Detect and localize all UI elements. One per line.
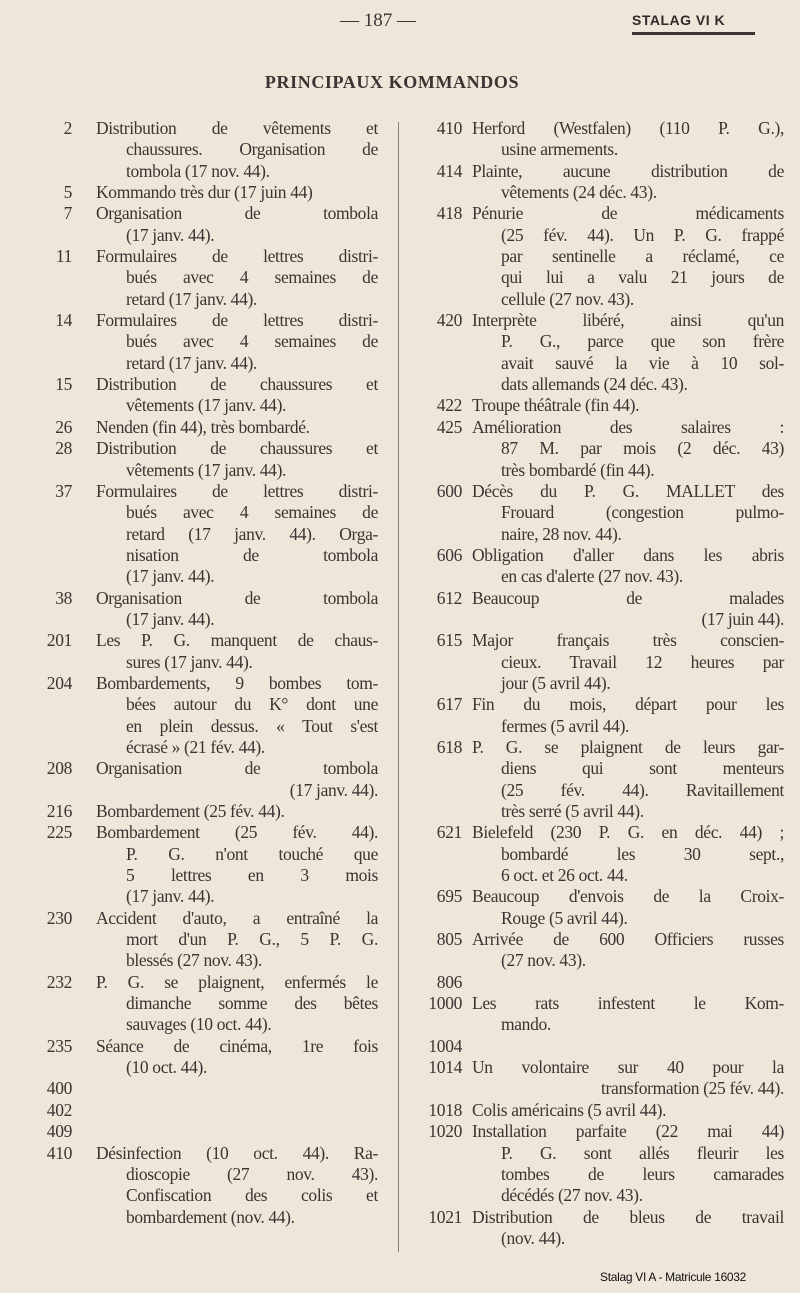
kommando-entry <box>404 886 794 929</box>
kommando-entry <box>0 1100 390 1121</box>
entry-text-line: vêtements (17 janv. 44). <box>126 395 287 416</box>
kommando-number: 201 <box>46 630 72 651</box>
kommando-number: 695 <box>436 886 462 907</box>
entry-text-line: Bielefeld (230 P. G. en déc. 44) ; <box>472 822 784 843</box>
kommando-entry <box>0 972 390 1036</box>
entry-text-line <box>96 1100 378 1121</box>
kommando-entry <box>404 481 794 545</box>
entry-text-line: 87 M. par mois (2 déc. 43) <box>501 438 784 459</box>
entry-text-line: Plainte, aucune distribution de <box>472 160 784 181</box>
entry-text-line: retard (17 janv. 44). Orga- <box>126 523 378 544</box>
entry-text-line: (17 juin 44). <box>701 608 784 629</box>
kommando-entry <box>0 481 390 588</box>
entry-text-line: Un volontaire sur 40 pour la <box>472 1057 784 1078</box>
entry-text-line: Fin du mois, départ pour les <box>472 694 784 715</box>
entry-text-line: Bombardements, 9 bombes tom- <box>96 672 378 693</box>
entry-text-line: fermes (5 avril 44). <box>501 715 630 736</box>
entry-text-line: Les P. G. manquent de chaus- <box>96 630 378 651</box>
kommando-number: 402 <box>46 1099 72 1120</box>
entry-text-line: dimanche somme des bêtes <box>126 993 378 1014</box>
right-column <box>404 118 794 1249</box>
kommando-entry <box>404 993 794 1036</box>
entry-text-line: P. G., parce que son frère <box>501 331 784 352</box>
entry-text-line: 6 oct. et 26 oct. 44. <box>501 865 628 886</box>
entry-text-line <box>472 1036 784 1057</box>
kommando-number: 1020 <box>428 1121 462 1142</box>
kommando-number: 414 <box>436 160 462 181</box>
entry-text-line: décédés (27 nov. 43). <box>501 1185 643 1206</box>
kommando-number: 1000 <box>428 993 462 1014</box>
entry-text-line: cieux. Travail 12 heures par <box>501 651 784 672</box>
entry-text-line: vêtements (24 déc. 43). <box>501 182 657 203</box>
footer-credit: Stalag VI A - Matricule 16032 <box>600 1270 747 1284</box>
kommando-number: 38 <box>55 587 72 608</box>
entry-text-line: très serré (5 avril 44). <box>501 801 644 821</box>
kommando-entry <box>0 630 390 673</box>
entry-text-line: Bombardement (25 fév. 44). <box>96 822 378 843</box>
entry-text-line: bués avec 4 semaines de <box>126 267 378 288</box>
entry-text-line: transformation (25 fév. 44). <box>601 1078 784 1099</box>
column-divider <box>398 122 399 1252</box>
entry-text-line: (25 fév. 44). Ravitaillement <box>501 779 784 800</box>
kommando-number: 7 <box>63 203 72 224</box>
entry-text-line: Distribution de bleus de travail <box>472 1206 784 1227</box>
running-head: STALAG VI K <box>632 12 726 28</box>
kommando-entry <box>404 1100 794 1121</box>
entry-text-line: Organisation de tombola <box>96 203 378 224</box>
kommando-entry <box>404 118 794 161</box>
kommando-number: 26 <box>55 416 72 437</box>
entry-text-line: bombardé les 30 sept., <box>501 843 784 864</box>
kommando-number: 15 <box>55 374 72 395</box>
kommando-number: 600 <box>436 480 462 501</box>
kommando-number: 409 <box>46 1121 72 1142</box>
kommando-entry <box>0 310 390 374</box>
kommando-entry <box>0 438 390 481</box>
entry-text-line: Herford (Westfalen) (110 P. G.), <box>472 118 784 138</box>
kommando-number: 1004 <box>428 1035 462 1056</box>
entry-text-line: Major français très conscien- <box>472 630 784 651</box>
entry-text-line: dioscopie (27 nov. 43). <box>126 1163 378 1184</box>
kommando-number: 208 <box>46 758 72 779</box>
entry-text-line: usine armements. <box>501 139 618 160</box>
kommando-entry <box>0 1143 390 1228</box>
kommando-entry <box>0 1036 390 1079</box>
entry-text-line: P. G. n'ont touché que <box>126 843 378 864</box>
entry-text-line: Amélioration des salaires : <box>472 416 784 437</box>
page-title <box>0 72 800 93</box>
kommando-number: 230 <box>46 907 72 928</box>
entry-text-line: Nenden (fin 44), très bombardé. <box>96 416 310 437</box>
entry-text-line: Obligation d'aller dans les abris <box>472 544 784 565</box>
entry-text-line: (17 janv. 44). <box>289 779 378 800</box>
kommando-number: 400 <box>46 1078 72 1099</box>
kommando-entry <box>404 1121 794 1206</box>
entry-text-line: Interprète libéré, ainsi qu'un <box>472 310 784 331</box>
entry-text-line: Troupe théâtrale (fin 44). <box>472 395 640 416</box>
kommando-number: 621 <box>436 822 462 843</box>
kommando-number: 225 <box>46 822 72 843</box>
entry-text-line: mando. <box>501 1014 551 1035</box>
entry-text-line: Beaucoup d'envois de la Croix- <box>472 886 784 907</box>
kommando-number: 805 <box>436 929 462 950</box>
kommando-entry <box>0 673 390 758</box>
entry-text-line <box>472 972 784 993</box>
entry-text-line: P. G. se plaignent de leurs gar- <box>472 736 784 757</box>
entry-text-line: nisation de tombola <box>126 544 378 565</box>
kommando-entry <box>404 1057 794 1100</box>
entry-text-line: retard (17 janv. 44). <box>126 352 257 373</box>
kommando-entry <box>404 972 794 993</box>
kommando-entry <box>0 417 390 438</box>
entry-text-line: Accident d'auto, a entraîné la <box>96 907 378 928</box>
entry-text-line: Désinfection (10 oct. 44). Ra- <box>96 1142 378 1163</box>
kommando-entry <box>404 630 794 694</box>
left-column <box>0 118 390 1228</box>
kommando-entry <box>0 203 390 246</box>
entry-text-line: retard (17 janv. 44). <box>126 288 257 309</box>
entry-text-line: cellule (27 nov. 43). <box>501 288 634 309</box>
entry-text-line: Pénurie de médicaments <box>472 203 784 224</box>
entry-text-line: par sentinelle a réclamé, ce <box>501 246 784 267</box>
entry-text-line: Bombardement (25 fév. 44). <box>96 801 285 821</box>
page-title-text: PRINCIPAUX KOMMANDOS <box>264 72 520 92</box>
kommando-entry <box>404 1207 794 1250</box>
kommando-number: 1021 <box>428 1206 462 1227</box>
entry-text-line: jour (5 avril 44). <box>501 672 611 693</box>
entry-text-line: (17 janv. 44). <box>126 566 215 587</box>
entry-text-line: P. G. sont allés fleurir les <box>501 1142 784 1163</box>
kommando-number: 235 <box>46 1035 72 1056</box>
kommando-number: 410 <box>46 1142 72 1163</box>
kommando-number: 216 <box>46 801 72 821</box>
kommando-number: 418 <box>436 203 462 224</box>
entry-text-line: Rouge (5 avril 44). <box>501 907 628 928</box>
entry-text-line: Frouard (congestion pulmo- <box>501 502 784 523</box>
kommando-number: 606 <box>436 544 462 565</box>
kommando-number: 204 <box>46 672 72 693</box>
entry-text-line: Séance de cinéma, 1re fois <box>96 1035 378 1056</box>
entry-text-line: Confiscation des colis et <box>126 1185 378 1206</box>
entry-text-line: Formulaires de lettres distri- <box>96 480 378 501</box>
entry-text-line: (27 nov. 43). <box>501 950 586 971</box>
kommando-entry <box>404 588 794 631</box>
kommando-number: 1014 <box>428 1057 462 1078</box>
entry-text-line: avait sauvé la vie à 10 sol- <box>501 352 784 373</box>
kommando-entry <box>0 588 390 631</box>
kommando-number: 420 <box>436 310 462 331</box>
entry-text-line: chaussures. Organisation de <box>126 139 378 160</box>
entry-text-line: (17 janv. 44). <box>126 886 215 907</box>
entry-text-line: tombola (17 nov. 44). <box>126 160 270 181</box>
entry-text-line: blessés (27 nov. 43). <box>126 950 262 971</box>
entry-text-line: Distribution de vêtements et <box>96 118 378 138</box>
kommando-number: 11 <box>55 246 72 267</box>
entry-text-line: (17 janv. 44). <box>126 608 215 629</box>
kommando-entry <box>0 182 390 203</box>
entry-text-line: bées autour du K° dont une <box>126 694 378 715</box>
kommando-entry <box>0 118 390 182</box>
kommando-entry <box>404 161 794 204</box>
kommando-entry <box>404 310 794 395</box>
entry-text-line: qui lui a valu 21 jours de <box>501 267 784 288</box>
kommando-entry <box>404 694 794 737</box>
entry-text-line: (10 oct. 44). <box>126 1057 207 1078</box>
kommando-entry <box>0 374 390 417</box>
entry-text-line: Kommando très dur (17 juin 44) <box>96 182 313 203</box>
kommando-number: 615 <box>436 630 462 651</box>
entry-text-line: Arrivée de 600 Officiers russes <box>472 929 784 950</box>
entry-text-line: tombes de leurs camarades <box>501 1163 784 1184</box>
entry-text-line: en plein dessus. « Tout s'est <box>126 715 378 736</box>
kommando-entry <box>404 1036 794 1057</box>
kommando-number: 806 <box>436 971 462 992</box>
entry-text-line: Organisation de tombola <box>96 587 378 608</box>
entry-text-line: écrasé » (21 fév. 44). <box>126 736 265 757</box>
kommando-entry <box>0 1121 390 1142</box>
entry-text-line: sures (17 janv. 44). <box>126 651 253 672</box>
running-head-rule <box>632 32 755 35</box>
kommando-entry <box>404 545 794 588</box>
entry-text-line: en cas d'alerte (27 nov. 43). <box>501 566 683 587</box>
entry-text-line: 5 lettres en 3 mois <box>126 865 378 886</box>
kommando-entry <box>0 801 390 822</box>
kommando-entry <box>404 737 794 822</box>
kommando-entry <box>0 246 390 310</box>
entry-text-line: (25 fév. 44). Un P. G. frappé <box>501 224 784 245</box>
kommando-number: 410 <box>436 118 462 138</box>
entry-text-line: Beaucoup de malades <box>472 587 784 608</box>
entry-text-line: Organisation de tombola <box>96 758 378 779</box>
kommando-entry <box>404 395 794 416</box>
kommando-number: 612 <box>436 587 462 608</box>
entry-text-line: bués avec 4 semaines de <box>126 502 378 523</box>
entry-text-line: Installation parfaite (22 mai 44) <box>472 1121 784 1142</box>
entry-text-line: Distribution de chaussures et <box>96 374 378 395</box>
kommando-number: 2 <box>63 118 72 138</box>
entry-text-line: (17 janv. 44). <box>126 224 215 245</box>
entry-text-line: Décès du P. G. MALLET des <box>472 480 784 501</box>
entry-text-line: Distribution de chaussures et <box>96 438 378 459</box>
kommando-entry <box>0 822 390 907</box>
kommando-entry <box>0 758 390 801</box>
kommando-number: 422 <box>436 395 462 416</box>
kommando-number: 5 <box>63 182 72 203</box>
entry-text-line <box>96 1078 378 1099</box>
kommando-number: 617 <box>436 694 462 715</box>
page-number: — 187 — <box>340 10 416 31</box>
kommando-entry <box>404 822 794 886</box>
entry-text-line: bombardement (nov. 44). <box>126 1206 295 1227</box>
entry-text-line: Colis américains (5 avril 44). <box>472 1099 667 1120</box>
entry-text-line: dats allemands (24 déc. 43). <box>501 374 688 395</box>
entry-text-line: Formulaires de lettres distri- <box>96 246 378 267</box>
kommando-entry <box>0 1078 390 1099</box>
entry-text-line: naire, 28 nov. 44). <box>501 523 622 544</box>
entry-text-line: (nov. 44). <box>501 1227 565 1248</box>
entry-text-line: diens qui sont menteurs <box>501 758 784 779</box>
kommando-number: 425 <box>436 416 462 437</box>
kommando-number: 28 <box>55 438 72 459</box>
kommando-number: 14 <box>55 310 72 331</box>
kommando-number: 1018 <box>428 1099 462 1120</box>
kommando-number: 232 <box>46 971 72 992</box>
entry-text-line: P. G. se plaignent, enfermés le <box>96 971 378 992</box>
kommando-number: 618 <box>436 736 462 757</box>
entry-text-line: très bombardé (fin 44). <box>501 459 655 480</box>
kommando-entry <box>404 929 794 972</box>
entry-text-line: bués avec 4 semaines de <box>126 331 378 352</box>
entry-text-line: Les rats infestent le Kom- <box>472 993 784 1014</box>
entry-text-line: vêtements (17 janv. 44). <box>126 459 287 480</box>
entry-text-line: Formulaires de lettres distri- <box>96 310 378 331</box>
entry-text-line: sauvages (10 oct. 44). <box>126 1014 272 1035</box>
kommando-entry <box>404 417 794 481</box>
entry-text-line: mort d'un P. G., 5 P. G. <box>126 929 378 950</box>
kommando-entry <box>404 203 794 310</box>
entry-text-line <box>96 1121 378 1142</box>
kommando-entry <box>0 908 390 972</box>
kommando-number: 37 <box>55 480 72 501</box>
